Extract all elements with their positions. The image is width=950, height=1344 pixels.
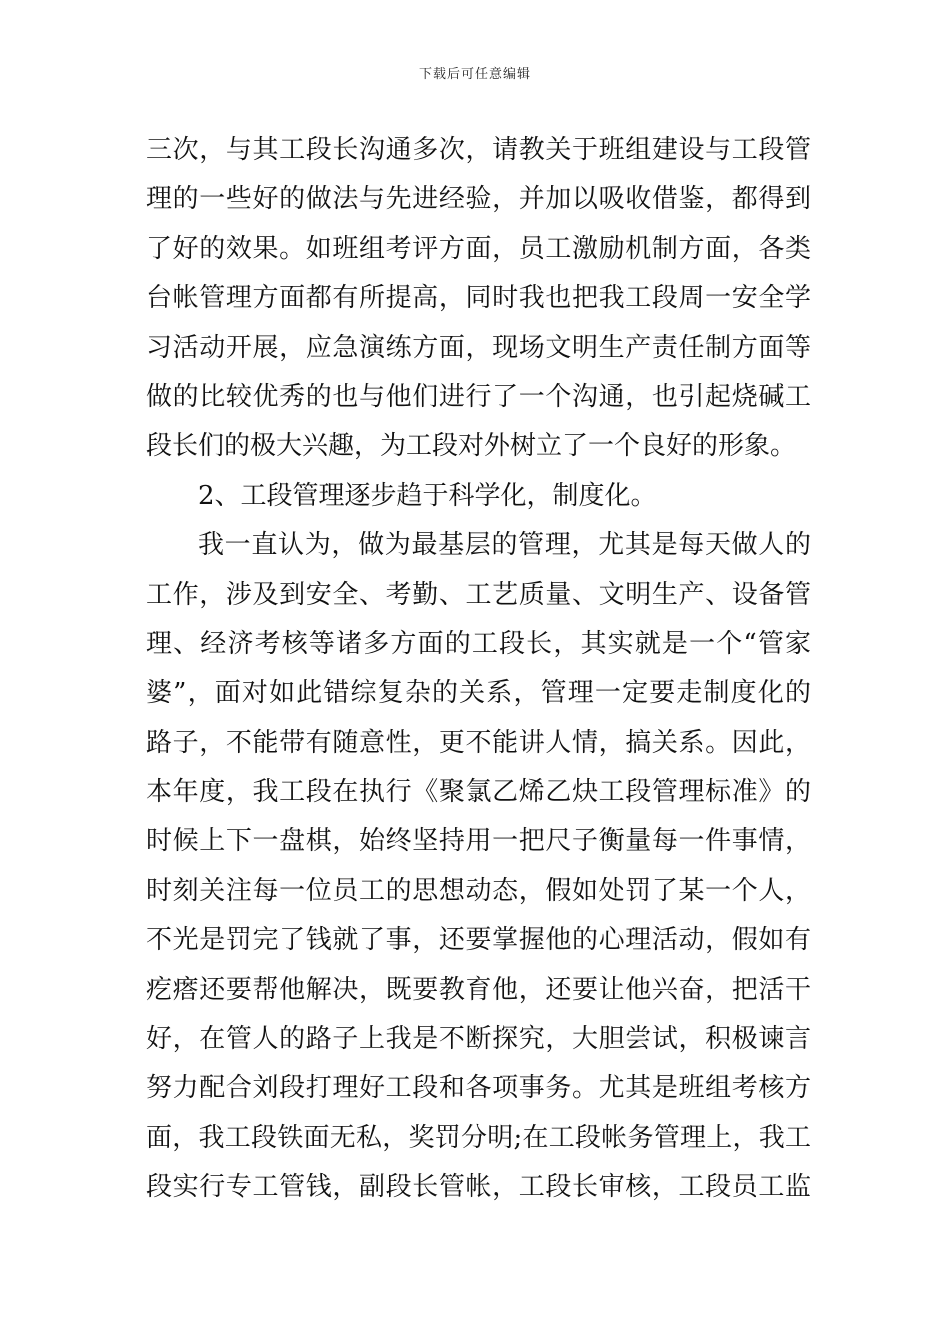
text-line: 时候上下一盘棋，始终坚持用一把尺子衡量每一件事情， [146,826,811,857]
text-line: 工作，涉及到安全、考勤、工艺质量、文明生产、设备管 [146,579,811,610]
text-line: 疙瘩还要帮他解决，既要教育他，还要让他兴奋，把活干 [146,974,811,1005]
document-body [146,126,811,1213]
text-line: 理、经济考核等诸多方面的工段长，其实就是一个“管家 [146,628,811,659]
section-heading: 2、工段管理逐步趋于科学化，制度化。 [198,480,657,511]
text-line: 我一直认为，做为最基层的管理，尤其是每天做人的 [198,530,811,561]
text-line: 台帐管理方面都有所提高，同时我也把我工段周一安全学 [146,283,811,314]
text-line: 面，我工段铁面无私，奖罚分明;在工段帐务管理上，我工 [146,1122,811,1153]
text-line: 本年度，我工段在执行《聚氯乙烯乙炔工段管理标准》的 [146,777,811,808]
page-header: 下载后可任意编辑 [418,67,531,82]
text-line: 努力配合刘段打理好工段和各项事务。尤其是班组考核方 [146,1073,811,1104]
text-line: 段长们的极大兴趣，为工段对外树立了一个良好的形象。 [146,431,797,462]
text-line: 习活动开展，应急演练方面，现场文明生产责任制方面等 [146,332,811,363]
text-line: 好，在管人的路子上我是不断探究，大胆尝试，积极谏言 [146,1024,811,1055]
text-line: 做的比较优秀的也与他们进行了一个沟通，也引起烧碱工 [146,381,811,412]
text-line: 婆”，面对如此错综复杂的关系，管理一定要走制度化的 [146,678,811,709]
text-line: 三次，与其工段长沟通多次，请教关于班组建设与工段管 [146,135,811,165]
text-line: 时刻关注每一位员工的思想动态，假如处罚了某一个人， [146,875,811,906]
text-line: 了好的效果。如班组考评方面，员工激励机制方面，各类 [146,233,811,264]
text-line: 段实行专工管钱，副段长管帐，工段长审核，工段员工监 [146,1172,811,1203]
text-line: 路子，不能带有随意性，更不能讲人情，搞关系。因此， [146,727,811,758]
text-line: 理的一些好的做法与先进经验，并加以吸收借鉴，都得到 [146,184,811,215]
text-line: 不光是罚完了钱就了事，还要掌握他的心理活动，假如有 [146,925,811,956]
